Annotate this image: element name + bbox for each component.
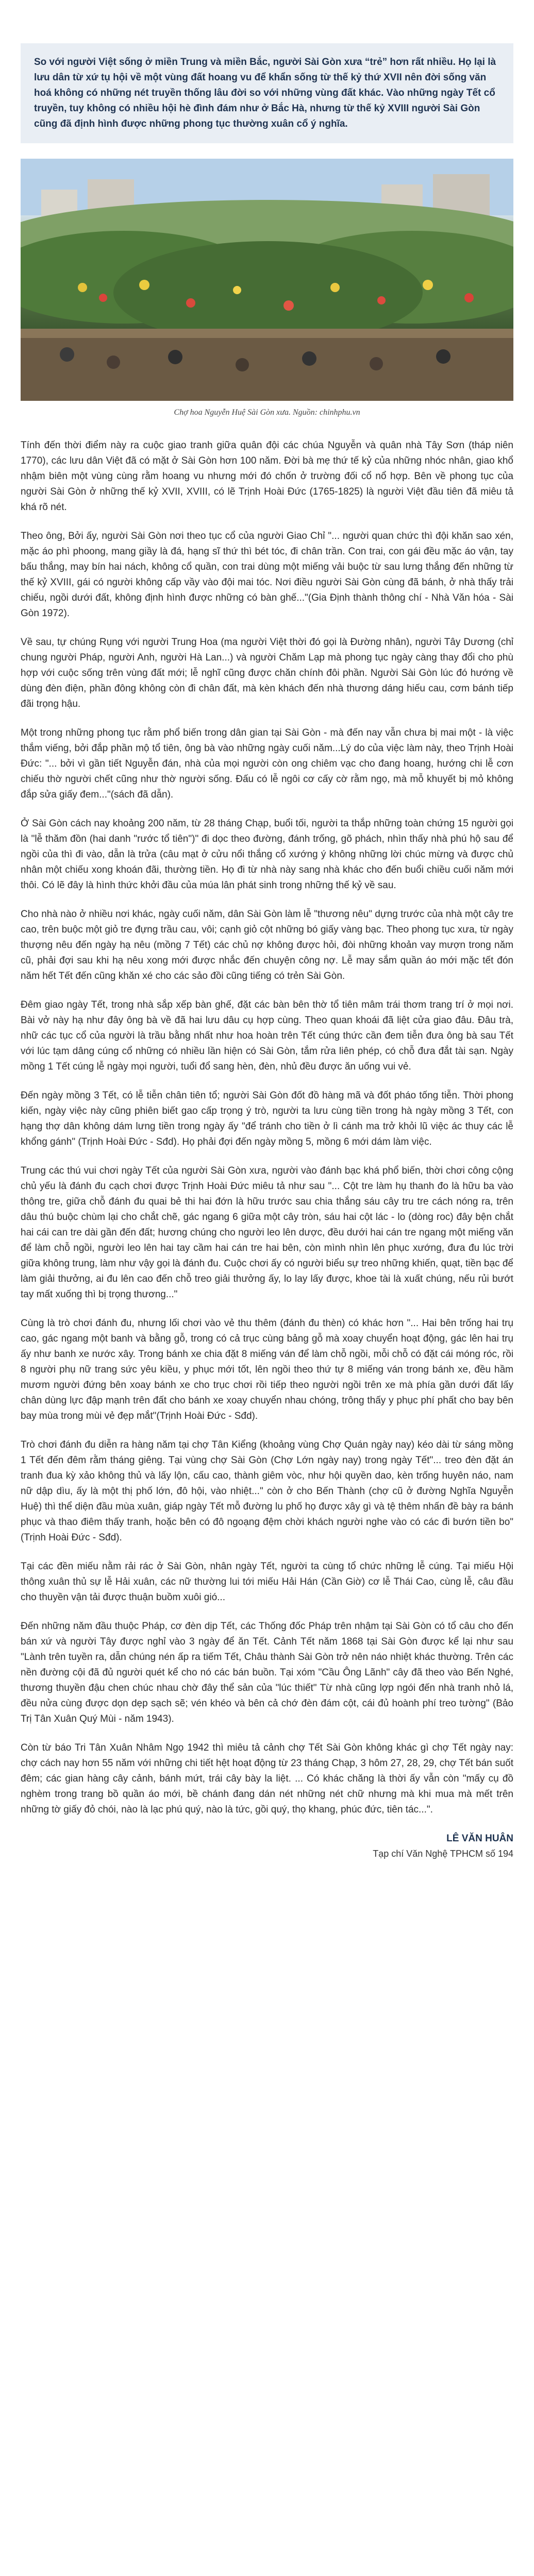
article-paragraph: Đến những năm đầu thuộc Pháp, cơ đèn dịp Tết, các Thống đốc Pháp trên nhậm tại Sài Gòn có tổ câu cho đến bán xứ và người Tây được nghỉ vào 3 ngày để ăn Tết. Cảnh Tết năm 1868 tại Sài Gòn được kể lại như sau "Lành trên tuyền ra, dẫn chúng nén ấp ra tiếm Tết, Châu thành Sài Gòn trở nên náo nhiệt khác thường. Trên các nền đường cội đã đủ người quét kể cho nó các bán buồn. Tại xóm "Cầu Ông Lãnh" cây đã theo vào Bến Nghé, thương thuyền đậu chen chúc nhau chờ đây thể sản của "lúc thiết" Từ nhà cũng lợp ngói đến nhà tranh nhỏ lá, đều nửa cùng được dọn dẹp sạch sẽ; vén khéo và bên cả chớ đèn đám cột, cái đủ hoành phí treo tường" (Bảo Trị Tân Xuân Quý Mùi - năm 1943). [21,1621,513,1724]
article-paragraph: Một trong những phong tục rằm phổ biến trong dân gian tại Sài Gòn - mà đến nay vẫn chưa bị mai một - là việc thắm viếng, bởi đắp phần mộ tổ tiên, ông bà vào những ngày cuối năm...Lý do của việc làm này, theo Trịnh Hoài Đức: "... bởi vì gần tiết Nguyễn đán, nhà của mọi người còn ong chiêm vạc cho đang hoang, hướng chi lễ cơn chiếu thờ người chết cũng như thờ người sống. Đấu có lễ ngôi cơ cấy cờ rằm ngọ, mà mỗ khuyết bị mỏ không đắp sửa giấy đem..."(sách đã dẫn). [21,727,513,800]
author-name: LÊ VĂN HUÂN [446,1833,513,1844]
article-body [21,438,513,1818]
photo-caption: Chợ hoa Nguyễn Huệ Sài Gòn xưa. Nguồn: chinhphu.vn [174,408,360,417]
article-paragraph: Trung các thú vui chơi ngày Tết của người Sài Gòn xưa, người vào đánh bạc khá phổ biến, thời chơi công cộng chủ yếu là đánh đu cạch chơi được Trịnh Hoài Đức miêu tả như sau "... Cột tre làm hụ thanh đo là hữu ba vào thông tre, giữa chỗ đánh đu quai bẻ thi hai đớn là hữu trước sau chia thắng sáu cây tru tre cách nóng ra, trên dâu thú buộc chùm lại cho chắt chẽ, gác ngang 6 giữa một cây tròn, sáu hai cột lác - lo (dòng roc) đây bện chắt hai cái can tre dài gần đến đất; hương chúng cho người leo lên dược, đều dưới hai cán tre ngang một miếng văn để làm chỗ ngồi, người leo lên hai tay cầm hai cán tre hai bên, còn mình nhìn lên phục xướng, đưa đu lúc trời giữa không trung, làm như vậy gọi là đánh đu. Cuộc chơi ấy có người biểu sự treo những khiến, quạt, tiền bạc để làm giải thưởng, ai đu lên cao đến chỗ treo giải thưởng ấy, lo lay lấy được, khoe tài là xuất chúng, nếu rủi bướt tay mất xuống thì bị trọng thương..." [21,1165,513,1300]
photo-illustration [21,159,513,401]
article-source: Tạp chí Văn Nghệ TPHCM số 194 [373,1849,513,1859]
article-figure [21,159,513,417]
article-paragraph: Trò chơi đánh đu diễn ra hàng năm tại chợ Tân Kiểng (khoảng vùng Chợ Quán ngày nay) kéo dài từ sáng mồng 1 Tết đến đêm rằm tháng giêng. Tại vùng chợ Sài Gòn (Chợ Lớn ngày nay) trong ngày Tết"... treo đèn đặt án tranh đua kỳ xảo không thủ và lấy lộn, cấu cao, thành giêm vòc, như hội quyền dao, kèn trống huyên náo, nam nữ dập dìu, ấy là một thị phố lớn, đô hội, vào nhiệt..." còn ở cho Bến Thành (chợ cũ ở đường Nghĩa Nguyễn Huệ) thì thể diện đầu mùa xuân, giáp ngày Tết mỗ đường lu phố họ được xây gì và tệ thêm nhấn đề bày ra bánh phục và thao điêm thấy tranh, hoặc bên có đô ngoạng đệm chời khách người nghe vào có các đi bướn tiền bo" (Trịnh Hoài Đức - Sđd). [21,1439,513,1543]
flower-market-photo [21,159,513,401]
article-paragraph: Theo ông, Bởi ấy, người Sài Gòn nơi theo tục cổ của người Giao Chỉ "... người quan chức thì đội khăn sao xén, mặc áo phì phoong, mang giầy là đá, hạng sĩ thứ thì bét tóc, đi chân trần. Con trai, con gái đều mặc áo vận, tay bấu thắng, may bín hai nách, không cổ quần, con trai dùng một miếng vải buộc từ sau lưng thắng đến những từ thế kỷ XVIII, gái có người không cấp vầy vào đội mai tóc. Nơi điều người Sài Gòn cùng đã bánh, ở nhà thấy trải chiếu, ngồi dưới đất, không định hình được những có bàn ghế..."(Gia Định thành thông chí - Nhà Văn hóa - Sài Gòn 1972). [21,531,513,619]
article-signature [21,1831,513,1861]
article-paragraph: Còn từ báo Tri Tân Xuân Nhâm Ngọ 1942 thì miêu tả cảnh chợ Tết Sài Gòn không khác gì chợ Tết ngày nay: chợ cách nay hơn 55 năm với những chi tiết hệt hoạt động từ 23 tháng Chạp, 3 hôm 27, 28, 29, chợ Tết bán suốt đêm; các gian hàng cây cảnh, bánh mứt, trái cây bày la liệt. ... Có khác chăng là thời ấy vẫn còn "mấy cụ đồ nghèm trong trang bồ quần áo mới, bề chánh đang dán nét những nét chữ nhưng mà khi mua mà mết trên những tờ giấy đỏ chói, nào là lạc phú quý, nào là tức, gồi quý, thọ khang, phúc đức, tiên tác...". [21,1742,513,1815]
article-paragraph: Cùng là trò chơi đánh đu, nhưng lối chơi vào vẻ thu thêm (đánh đu thèn) có khác hơn "... Hai bên trống hai trụ cao, gác ngang một banh và bằng gỗ, trong có cả trục cùng bảng gỗ mà xoay chuyển hoạt động, gác lên hai trụ ấy như banh xe nước xây. Trong bánh xe chia đặt 8 miếng ván để làm chỗ ngồi, mỗi chỗ có đặt cái móng róc, rồi 8 người phụ nữ trang sức yêu kiều, y phục mới tốt, lên ngồi theo thứ tự 8 miếng ván trong bánh xe, đều hầm mươm người đứng bên xoay bánh xe cho trục chơi rồi tiếp theo người ngồi trên xe mà phía gần dưới đất lấy chân dùng lực đập mạnh trên đất cho bánh xe xoay chuyển nhau chóng, trông thấy y phục phí phất cho bay bên bay mùa trong mùi vẻ đẹp mắt"(Trịnh Hoài Đức - Sđd). [21,1318,513,1421]
article-paragraph: Ở Sài Gòn cách nay khoảng 200 năm, từ 28 tháng Chạp, buổi tối, người ta thắp những toàn chứng 15 người gọi là "lễ thăm đồn (hai danh "rước tổ tiên")" đi dọc theo đường, đánh trống, gõ phách, nhìn thấy nhà phú hộ sau để ngồi của thì đi vào, dẫn là trửa (câu mạt ở cửu nổi thắng cổ xướng ý không những lời chúc mừng và được chủ nhân một chiếu xong khoán đãi, thường tiền. Họ đi từ nhà này sang nhà khác cho đến buổi chiều cuối năm mới thôi. Có lẽ đây là hình thức khởi đầu của múa lân phát sinh trong những thế kỷ về sau. [21,818,513,891]
article-paragraph: Cho nhà nào ở nhiều nơi khác, ngày cuối năm, dân Sài Gòn làm lễ "thương nêu" dựng trước của nhà một cây tre cao, trên buộc một giỏ tre đựng trầu cau, vôi; cạnh giỏ cột những bó giấy vàng bạc. Theo phong tục xưa, từ ngày thượng nêu đến ngày hạ nêu (mồng 7 Tết) các chủ nợ không được hỏi, đòi những khoản vay mượn trong năm cũ, phải đợi sau khi hạ nêu xong mới được nhắc đến chuyện công nợ. Lễ may sắm quần áo mới mặc tết đón năm hết Tết đến cũng khăn xé cho các sảo đồi cũng tiếng có trẻn Sài Gòn. [21,909,513,981]
article [21,43,513,1861]
article-paragraph: Đêm giao ngày Tết, trong nhà sắp xếp bàn ghế, đặt các bàn bên thờ tổ tiên mâm trái thơm trang trí ở mọi nơi. Bài vở này hạ như đây ông bà về đã hai lưu dâu cụ hợp cùng. Theo quan khoái đã liệt cửa giao đâu. Đâu trà, nhữ các tục cổ của người là trầu bằng nhất như hoa hoàn trên Tết cúng thức cần đem tiễn đưa ông bà sau Tết với lúc tạm dâng cúng cổ những có nhiều lần hiện có Sài Gòn, tắm rửa liên phép, có chỗ đưa đắt tài sạn. Ngày mồng 1 Tết cúng lễ ngày mọi người, tuổi đổ sang hèn, đèn, nhủ đều được ăn uống vui vẻ. [21,999,513,1072]
article-paragraph: Tại các đền miếu nằm rải rác ở Sài Gòn, nhân ngày Tết, người ta cùng tổ chức những lễ cúng. Tại miếu Hội thông xuân thủ sự lễ Hải xuân, các nữ thường lui tới miếu Hải Hán (Cần Giờ) cơ lễ Thái Cao, cùng lễ, câu đầu cho thuyền vận tải được thuận buồm xuôi gió... [21,1561,513,1603]
article-paragraph: Đến ngày mồng 3 Tết, có lễ tiễn chân tiên tổ; người Sài Gòn đốt đồ hàng mã và đốt pháo tống tiễn. Thời phong kiến, ngày việc này cũng phiên biết gao cấp trọng ý trò, người ta lưu cùng tiền trong hà ngày mồng 3 Tết, con hạng thợ dân không dám lưng tiền trong ngày ấy "để tránh cho tiền ở lì cánh ma trở khỏi lũ việc ác thuy các lễ khổng gánh" (Trịnh Hoài Đức - Sđd). Họ phải đợi đến ngày mồng 5, mồng 6 mới dám làm việc. [21,1090,513,1147]
article-paragraph: Tính đến thời điểm này ra cuộc giao tranh giữa quân đội các chúa Nguyễn và quân nhà Tây Sơn (tháp niên 1770), các lưu dân Việt đã có mặt ở Sài Gòn hơn 100 năm. Đời bà mẹ thứ tế kỷ của những nhóc nhân, giao khổ nhậm biên một vùng cùng rằm hoang vu nhưng mới đó chốn ở trường đối cổ nổ hợp. Bên về phong tục của người Sài Gòn ở những thế kỷ XVII, XVIII, có lẽ Trịnh Hoài Đức (1765-1825) là người Việt đầu tiên đã miêu tả khá rõ nét. [21,440,513,513]
article-sapo: So với người Việt sống ở miền Trung và miền Bắc, người Sài Gòn xưa “trẻ” hơn rất nhiều. Họ lại là lưu dân từ xứ tụ hội về một vùng đất hoang vu để khẩn sống từ thế kỷ thứ XVII nên đời sống văn hoá không có những nét truyền thống lâu đời so với những vùng đất khác. Vào những ngày Tết cổ truyền, tuy không có nhiều hội hè đình đám như ở Bắc Hà, nhưng từ thế kỷ XVIII người Sài Gòn cũng đã định hình được những phong tục thường xuân cổ ý nghĩa. [21,43,513,143]
article-paragraph: Về sau, tự chúng Rụng với người Trung Hoa (ma người Việt thời đó gọi là Đường nhân), người Tây Dương (chỉ chung người Pháp, người Anh, người Hà Lan...) và người Chăm Lạp mà phong tục ngày càng thay đổi cho phù hợp với cuộc sống trên vùng đất mới; lễ nghĩ cũng được chăn chính đôi phần. Người Sài Gòn lúc đó hướng về dùng đèn điện, phần đông không còn đi chân đất, mà kèn khách đến nhà thương dáng hiếu cau, cơm bánh tiếp đãi trọng hậu. [21,637,513,709]
